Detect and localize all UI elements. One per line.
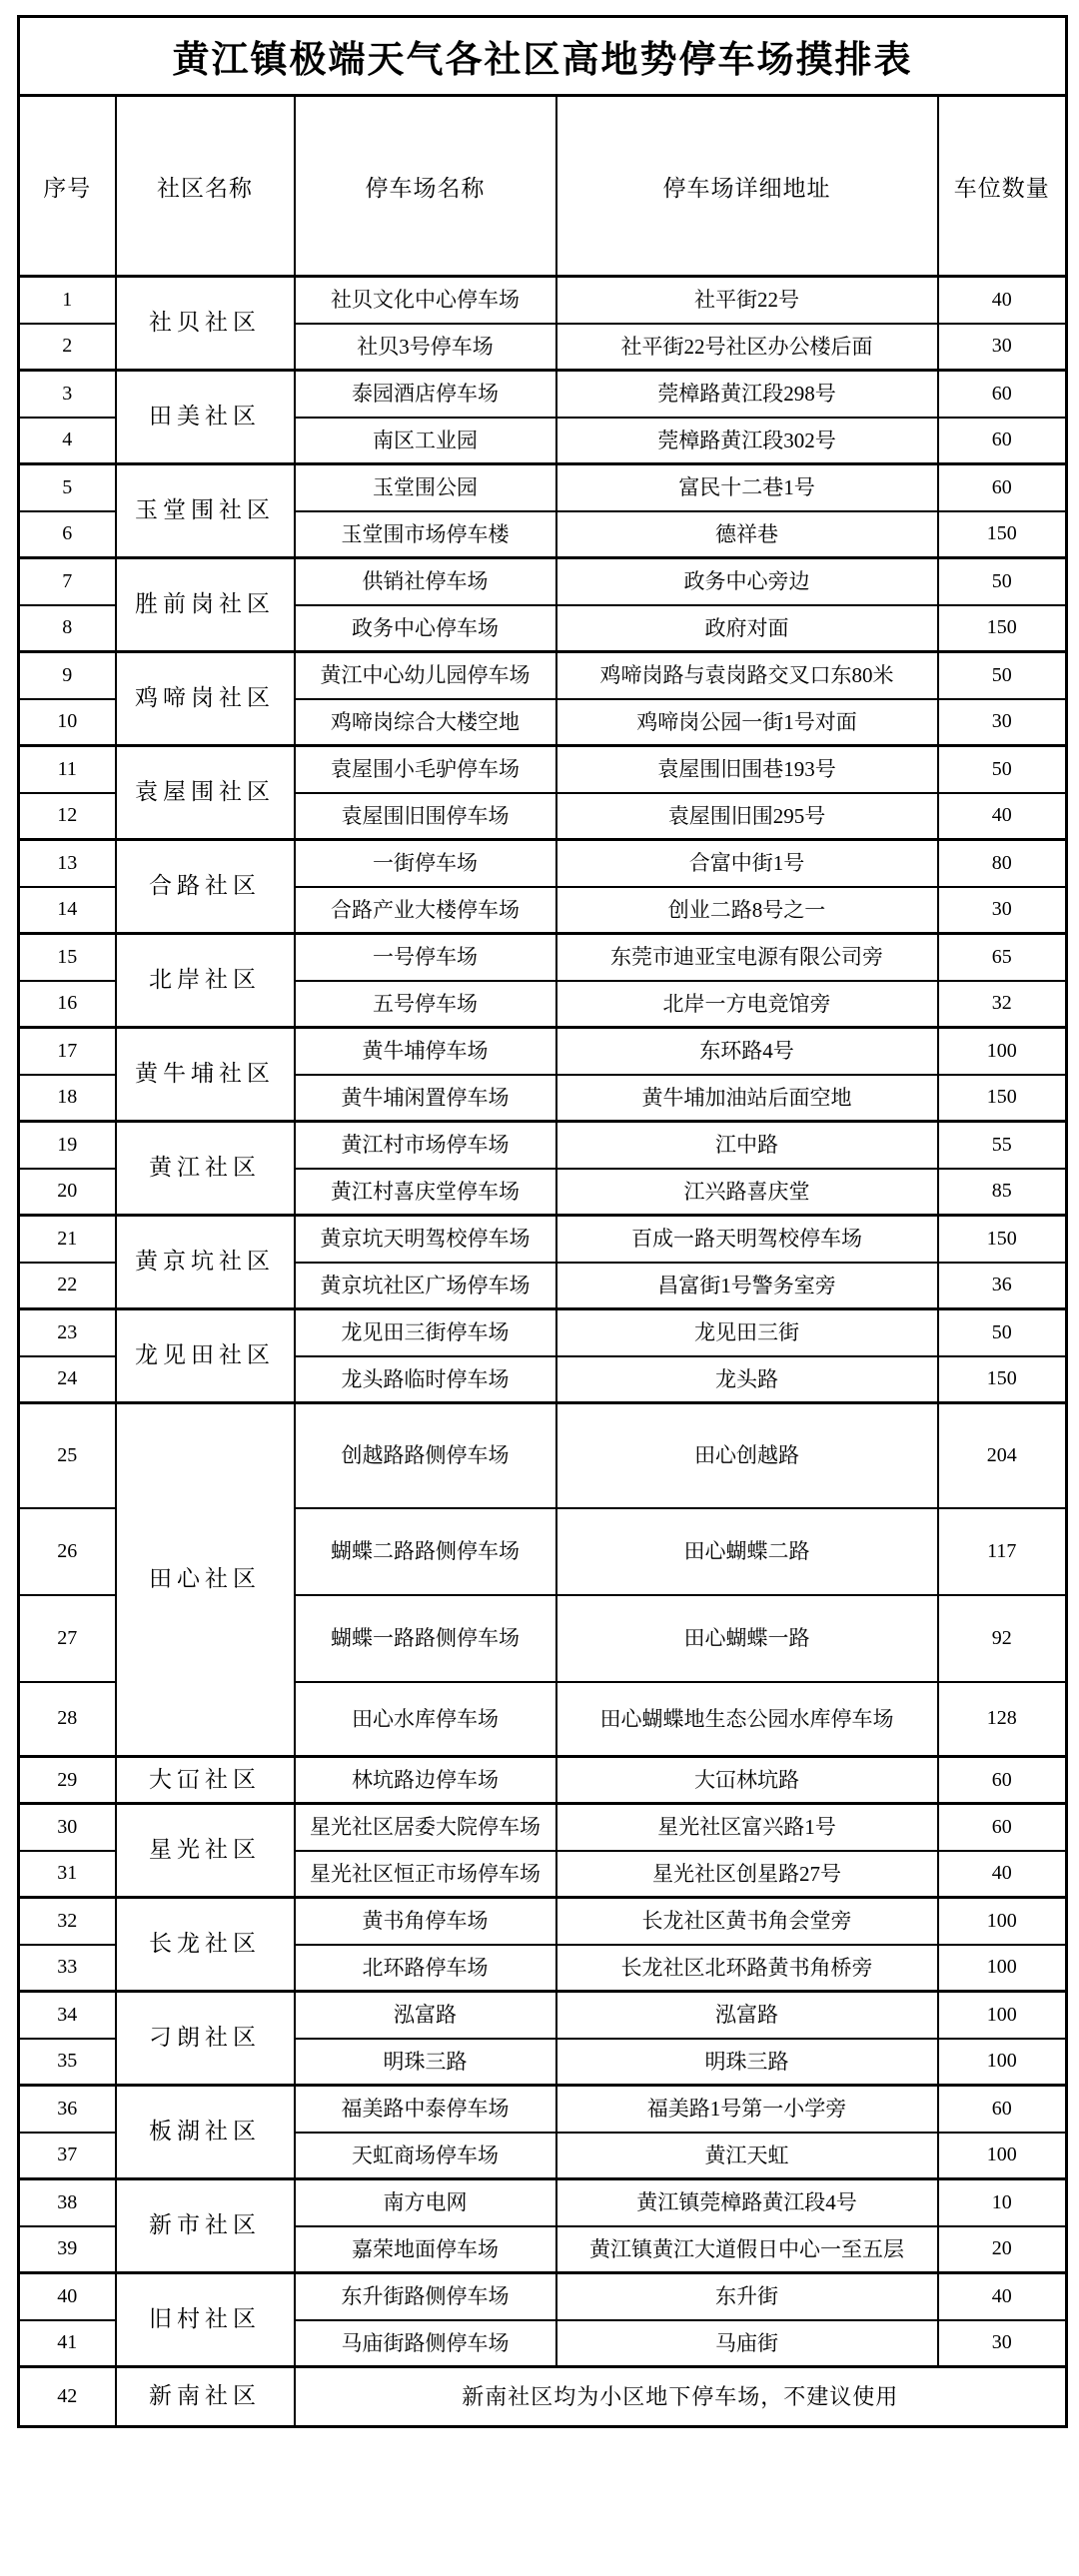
row-number-cell: 28	[19, 1682, 116, 1757]
count-cell: 100	[938, 2133, 1067, 2179]
count-cell: 128	[938, 1682, 1067, 1757]
address-cell: 黄牛埔加油站后面空地	[556, 1075, 938, 1122]
count-cell: 150	[938, 511, 1067, 558]
parking-name-cell: 鸡啼岗综合大楼空地	[295, 699, 556, 746]
count-cell: 10	[938, 2179, 1067, 2226]
row-number-cell: 27	[19, 1595, 116, 1682]
community-cell: 新南社区	[116, 2367, 295, 2427]
address-cell: 田心蝴蝶二路	[556, 1508, 938, 1595]
count-cell: 60	[938, 464, 1067, 511]
count-cell: 50	[938, 652, 1067, 699]
row-number-cell: 38	[19, 2179, 116, 2226]
row-number-cell: 32	[19, 1898, 116, 1945]
table-row	[19, 1804, 1067, 1851]
row-number-cell: 35	[19, 2039, 116, 2086]
count-cell: 204	[938, 1403, 1067, 1508]
parking-name-cell: 蝴蝶二路路侧停车场	[295, 1508, 556, 1595]
row-number-cell: 6	[19, 511, 116, 558]
count-cell: 100	[938, 1028, 1067, 1075]
count-cell: 30	[938, 699, 1067, 746]
count-cell: 60	[938, 2086, 1067, 2133]
row-number-cell: 19	[19, 1122, 116, 1169]
address-cell: 东莞市迪亚宝电源有限公司旁	[556, 934, 938, 981]
table-row	[19, 934, 1067, 981]
table-row	[19, 2367, 1067, 2427]
count-cell: 30	[938, 324, 1067, 371]
table-row	[19, 2273, 1067, 2320]
parking-name-cell: 蝴蝶一路路侧停车场	[295, 1595, 556, 1682]
address-cell: 江中路	[556, 1122, 938, 1169]
community-cell: 胜前岗社区	[116, 558, 295, 652]
parking-survey-table	[17, 15, 1068, 2428]
parking-name-cell: 一街停车场	[295, 840, 556, 887]
row-number-cell: 17	[19, 1028, 116, 1075]
count-cell: 117	[938, 1508, 1067, 1595]
count-cell: 85	[938, 1169, 1067, 1216]
table-row	[19, 1216, 1067, 1263]
parking-name-cell: 龙见田三街停车场	[295, 1309, 556, 1356]
address-cell: 田心蝴蝶一路	[556, 1595, 938, 1682]
parking-name-cell: 天虹商场停车场	[295, 2133, 556, 2179]
address-cell: 龙见田三街	[556, 1309, 938, 1356]
parking-name-cell: 林坑路边停车场	[295, 1757, 556, 1804]
table-row	[19, 2086, 1067, 2133]
address-cell: 莞樟路黄江段302号	[556, 418, 938, 464]
address-cell: 田心创越路	[556, 1403, 938, 1508]
parking-name-cell: 南区工业园	[295, 418, 556, 464]
address-cell: 社平街22号	[556, 277, 938, 324]
address-cell: 社平街22号社区办公楼后面	[556, 324, 938, 371]
count-cell: 150	[938, 1216, 1067, 1263]
title-row	[19, 17, 1067, 96]
parking-name-cell: 一号停车场	[295, 934, 556, 981]
count-cell: 50	[938, 746, 1067, 793]
parking-name-cell: 黄京坑社区广场停车场	[295, 1263, 556, 1309]
count-cell: 55	[938, 1122, 1067, 1169]
community-cell: 刁朗社区	[116, 1992, 295, 2086]
count-cell: 30	[938, 2320, 1067, 2367]
parking-name-cell: 北环路停车场	[295, 1945, 556, 1992]
row-number-cell: 24	[19, 1356, 116, 1403]
row-number-cell: 12	[19, 793, 116, 840]
address-cell: 黄江天虹	[556, 2133, 938, 2179]
address-cell: 创业二路8号之一	[556, 887, 938, 934]
parking-name-cell: 合路产业大楼停车场	[295, 887, 556, 934]
table-row	[19, 1757, 1067, 1804]
count-cell: 40	[938, 1851, 1067, 1898]
parking-name-cell: 嘉荣地面停车场	[295, 2226, 556, 2273]
table-row	[19, 746, 1067, 793]
address-cell: 东升街	[556, 2273, 938, 2320]
parking-name-cell: 政务中心停车场	[295, 605, 556, 652]
community-cell: 袁屋围社区	[116, 746, 295, 840]
address-cell: 昌富街1号警务室旁	[556, 1263, 938, 1309]
row-number-cell: 3	[19, 371, 116, 418]
count-cell: 100	[938, 2039, 1067, 2086]
address-cell: 德祥巷	[556, 511, 938, 558]
count-cell: 50	[938, 1309, 1067, 1356]
community-cell: 黄牛埔社区	[116, 1028, 295, 1122]
note-cell: 新南社区均为小区地下停车场，不建议使用	[295, 2367, 1067, 2427]
count-cell: 32	[938, 981, 1067, 1028]
address-cell: 龙头路	[556, 1356, 938, 1403]
parking-name-cell: 东升街路侧停车场	[295, 2273, 556, 2320]
community-cell: 旧村社区	[116, 2273, 295, 2367]
count-cell: 65	[938, 934, 1067, 981]
row-number-cell: 30	[19, 1804, 116, 1851]
table-row	[19, 2179, 1067, 2226]
row-number-cell: 41	[19, 2320, 116, 2367]
row-number-cell: 21	[19, 1216, 116, 1263]
community-cell: 田美社区	[116, 371, 295, 464]
community-cell: 龙见田社区	[116, 1309, 295, 1403]
parking-name-cell: 玉堂围公园	[295, 464, 556, 511]
parking-name-cell: 星光社区居委大院停车场	[295, 1804, 556, 1851]
row-number-cell: 18	[19, 1075, 116, 1122]
parking-name-cell: 福美路中泰停车场	[295, 2086, 556, 2133]
address-cell: 政府对面	[556, 605, 938, 652]
address-cell: 明珠三路	[556, 2039, 938, 2086]
parking-name-cell: 五号停车场	[295, 981, 556, 1028]
community-cell: 大冚社区	[116, 1757, 295, 1804]
row-number-cell: 31	[19, 1851, 116, 1898]
count-cell: 20	[938, 2226, 1067, 2273]
address-cell: 长龙社区北环路黄书角桥旁	[556, 1945, 938, 1992]
parking-name-cell: 田心水库停车场	[295, 1682, 556, 1757]
table-row	[19, 652, 1067, 699]
parking-name-cell: 社贝文化中心停车场	[295, 277, 556, 324]
address-cell: 黄江镇莞樟路黄江段4号	[556, 2179, 938, 2226]
parking-name-cell: 黄京坑天明驾校停车场	[295, 1216, 556, 1263]
community-cell: 黄江社区	[116, 1122, 295, 1216]
parking-name-cell: 南方电网	[295, 2179, 556, 2226]
row-number-cell: 15	[19, 934, 116, 981]
count-cell: 150	[938, 1356, 1067, 1403]
row-number-cell: 23	[19, 1309, 116, 1356]
row-number-cell: 10	[19, 699, 116, 746]
parking-name-cell: 黄江村市场停车场	[295, 1122, 556, 1169]
community-cell: 新市社区	[116, 2179, 295, 2273]
count-cell: 80	[938, 840, 1067, 887]
row-number-cell: 29	[19, 1757, 116, 1804]
row-number-cell: 4	[19, 418, 116, 464]
row-number-cell: 2	[19, 324, 116, 371]
parking-name-cell: 明珠三路	[295, 2039, 556, 2086]
count-cell: 100	[938, 1898, 1067, 1945]
address-cell: 政务中心旁边	[556, 558, 938, 605]
table-row	[19, 1992, 1067, 2039]
row-number-cell: 42	[19, 2367, 116, 2427]
parking-name-cell: 龙头路临时停车场	[295, 1356, 556, 1403]
table-row	[19, 840, 1067, 887]
count-cell: 60	[938, 1804, 1067, 1851]
row-number-cell: 37	[19, 2133, 116, 2179]
row-number-cell: 36	[19, 2086, 116, 2133]
row-number-cell: 1	[19, 277, 116, 324]
count-cell: 30	[938, 887, 1067, 934]
table-row	[19, 1028, 1067, 1075]
address-cell: 长龙社区黄书角会堂旁	[556, 1898, 938, 1945]
count-cell: 150	[938, 1075, 1067, 1122]
community-cell: 社贝社区	[116, 277, 295, 371]
community-cell: 鸡啼岗社区	[116, 652, 295, 746]
row-number-cell: 34	[19, 1992, 116, 2039]
address-cell: 富民十二巷1号	[556, 464, 938, 511]
table-row	[19, 558, 1067, 605]
parking-name-cell: 袁屋围旧围停车场	[295, 793, 556, 840]
table-row	[19, 464, 1067, 511]
table-row	[19, 371, 1067, 418]
parking-name-cell: 马庙街路侧停车场	[295, 2320, 556, 2367]
address-cell: 百成一路天明驾校停车场	[556, 1216, 938, 1263]
count-cell: 36	[938, 1263, 1067, 1309]
row-number-cell: 39	[19, 2226, 116, 2273]
row-number-cell: 13	[19, 840, 116, 887]
address-cell: 星光社区富兴路1号	[556, 1804, 938, 1851]
address-cell: 黄江镇黄江大道假日中心一至五层	[556, 2226, 938, 2273]
address-cell: 北岸一方电竞馆旁	[556, 981, 938, 1028]
parking-name-cell: 玉堂围市场停车楼	[295, 511, 556, 558]
count-cell: 40	[938, 277, 1067, 324]
count-cell: 60	[938, 418, 1067, 464]
parking-name-cell: 黄牛埔闲置停车场	[295, 1075, 556, 1122]
column-header-seq: 序号	[19, 96, 116, 277]
count-cell: 60	[938, 371, 1067, 418]
address-cell: 鸡啼岗路与袁岗路交叉口东80米	[556, 652, 938, 699]
address-cell: 田心蝴蝶地生态公园水库停车场	[556, 1682, 938, 1757]
table-row	[19, 1898, 1067, 1945]
row-number-cell: 14	[19, 887, 116, 934]
column-header-count: 车位数量	[938, 96, 1067, 277]
community-cell: 板湖社区	[116, 2086, 295, 2179]
community-cell: 星光社区	[116, 1804, 295, 1898]
community-cell: 北岸社区	[116, 934, 295, 1028]
address-cell: 江兴路喜庆堂	[556, 1169, 938, 1216]
row-number-cell: 8	[19, 605, 116, 652]
parking-name-cell: 黄牛埔停车场	[295, 1028, 556, 1075]
row-number-cell: 33	[19, 1945, 116, 1992]
community-cell: 玉堂围社区	[116, 464, 295, 558]
page-title: 黄江镇极端天气各社区高地势停车场摸排表	[19, 17, 1067, 96]
row-number-cell: 20	[19, 1169, 116, 1216]
count-cell: 100	[938, 1992, 1067, 2039]
address-cell: 泓富路	[556, 1992, 938, 2039]
community-cell: 合路社区	[116, 840, 295, 934]
row-number-cell: 22	[19, 1263, 116, 1309]
row-number-cell: 11	[19, 746, 116, 793]
community-cell: 黄京坑社区	[116, 1216, 295, 1309]
column-header-parking-name: 停车场名称	[295, 96, 556, 277]
community-cell: 田心社区	[116, 1403, 295, 1757]
column-header-address: 停车场详细地址	[556, 96, 938, 277]
parking-name-cell: 社贝3号停车场	[295, 324, 556, 371]
row-number-cell: 5	[19, 464, 116, 511]
table-row	[19, 277, 1067, 324]
table-row	[19, 1403, 1067, 1508]
parking-name-cell: 供销社停车场	[295, 558, 556, 605]
row-number-cell: 26	[19, 1508, 116, 1595]
parking-name-cell: 泓富路	[295, 1992, 556, 2039]
address-cell: 袁屋围旧围295号	[556, 793, 938, 840]
row-number-cell: 40	[19, 2273, 116, 2320]
table-row	[19, 1309, 1067, 1356]
address-cell: 大冚林坑路	[556, 1757, 938, 1804]
column-header-community: 社区名称	[116, 96, 295, 277]
address-cell: 莞樟路黄江段298号	[556, 371, 938, 418]
parking-name-cell: 泰园酒店停车场	[295, 371, 556, 418]
address-cell: 合富中街1号	[556, 840, 938, 887]
parking-name-cell: 创越路路侧停车场	[295, 1403, 556, 1508]
community-cell: 长龙社区	[116, 1898, 295, 1992]
count-cell: 50	[938, 558, 1067, 605]
count-cell: 92	[938, 1595, 1067, 1682]
count-cell: 60	[938, 1757, 1067, 1804]
row-number-cell: 16	[19, 981, 116, 1028]
parking-name-cell: 星光社区恒正市场停车场	[295, 1851, 556, 1898]
row-number-cell: 9	[19, 652, 116, 699]
count-cell: 40	[938, 793, 1067, 840]
address-cell: 袁屋围旧围巷193号	[556, 746, 938, 793]
row-number-cell: 7	[19, 558, 116, 605]
count-cell: 100	[938, 1945, 1067, 1992]
parking-name-cell: 黄书角停车场	[295, 1898, 556, 1945]
parking-name-cell: 黄江村喜庆堂停车场	[295, 1169, 556, 1216]
address-cell: 福美路1号第一小学旁	[556, 2086, 938, 2133]
address-cell: 马庙街	[556, 2320, 938, 2367]
row-number-cell: 25	[19, 1403, 116, 1508]
address-cell: 鸡啼岗公园一街1号对面	[556, 699, 938, 746]
parking-name-cell: 黄江中心幼儿园停车场	[295, 652, 556, 699]
count-cell: 150	[938, 605, 1067, 652]
column-header-row	[19, 96, 1067, 277]
parking-name-cell: 袁屋围小毛驴停车场	[295, 746, 556, 793]
address-cell: 东环路4号	[556, 1028, 938, 1075]
table-row	[19, 1122, 1067, 1169]
count-cell: 40	[938, 2273, 1067, 2320]
address-cell: 星光社区创星路27号	[556, 1851, 938, 1898]
